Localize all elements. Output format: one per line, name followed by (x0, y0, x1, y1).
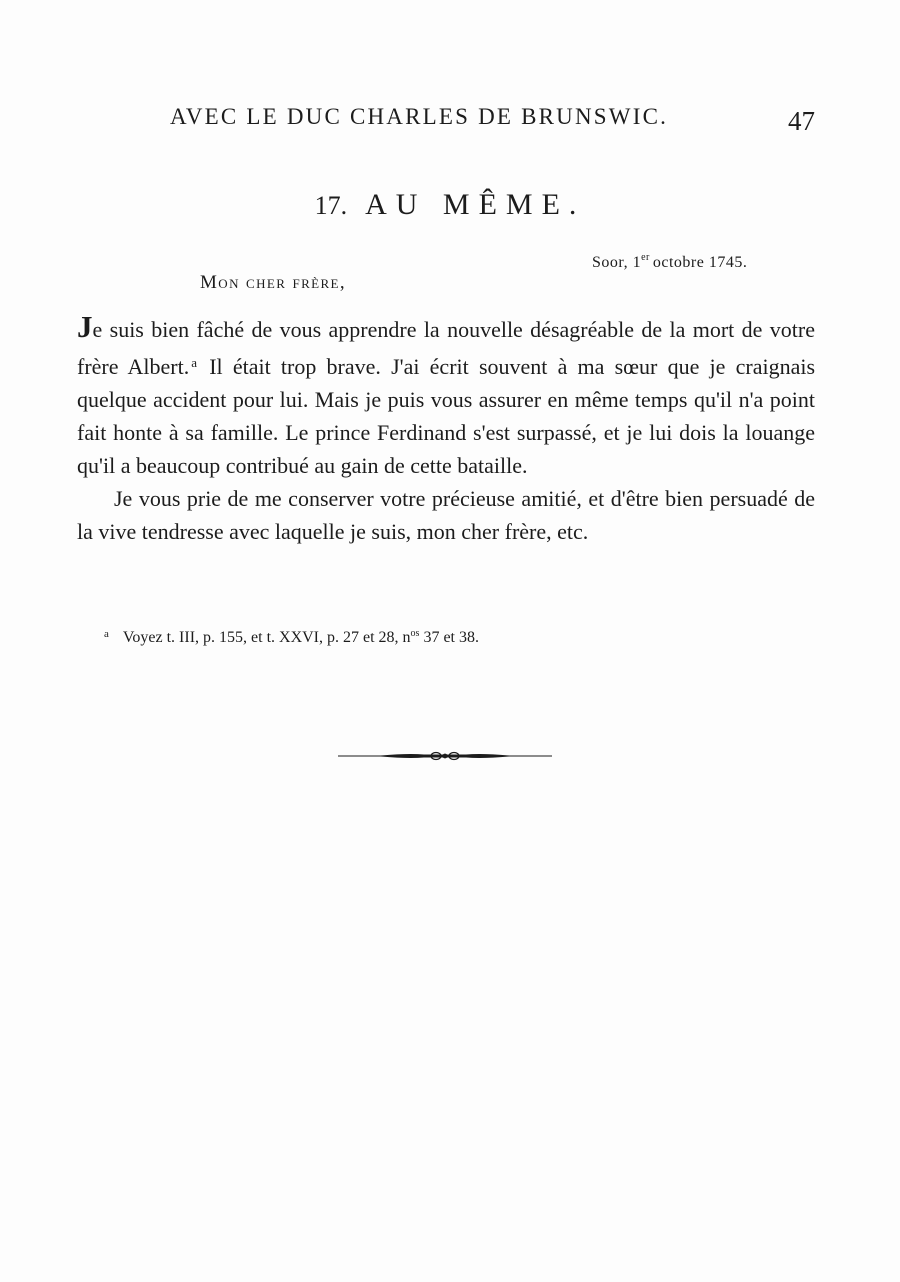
paragraph-1 (77, 310, 815, 482)
dateline-day: 1 (632, 254, 642, 271)
footnote-reference[interactable]: a (191, 355, 197, 370)
page-number: 47 (788, 106, 815, 136)
paragraph-1-text-b: Il était trop brave. J'ai écrit souvent à ma sœur que je craignais quelque accident pour lui. Mais je puis vous assurer en même temps qu'il n'a point fait honte à sa famille. Le prince Ferdinand s'est surpassé, et je lui dois la louange qu'il a beaucoup contribué au gain de cette bataille. (77, 354, 816, 478)
footnote-sup: os (410, 628, 420, 639)
letter-body (77, 310, 815, 548)
paragraph-2: Je vous prie de me conserver votre précieuse amitié, et d'être bien persuadé de la vive tendresse avec laquelle je suis, mon cher frère, etc. (77, 486, 815, 544)
letter-title: AU MÊME. (365, 188, 586, 221)
letter-heading (0, 188, 900, 222)
footnote-text-b: 37 et 38. (419, 629, 479, 646)
ornament-rule-icon (336, 748, 554, 764)
letter-number: 17. (314, 191, 348, 220)
footnote (104, 628, 479, 647)
footnote-text-a: Voyez t. III, p. 155, et t. XXVI, p. 27 et 28, n (122, 629, 411, 646)
dateline-place: Soor, (592, 254, 629, 271)
salutation: Mon cher frère, (200, 272, 347, 293)
running-head (0, 100, 900, 136)
dateline-month-year: octobre 1745. (652, 254, 748, 271)
dateline-day-suffix: er (641, 252, 650, 263)
paragraph-1-text-a: e suis bien fâché de vous apprendre la nouvelle désagréable de la mort de votre frère Albert. (77, 317, 815, 379)
dropcap: J (77, 309, 93, 344)
footnote-mark: a (104, 628, 109, 640)
running-title: AVEC LE DUC CHARLES DE BRUNSWIC. (170, 104, 669, 129)
dateline (592, 252, 747, 272)
